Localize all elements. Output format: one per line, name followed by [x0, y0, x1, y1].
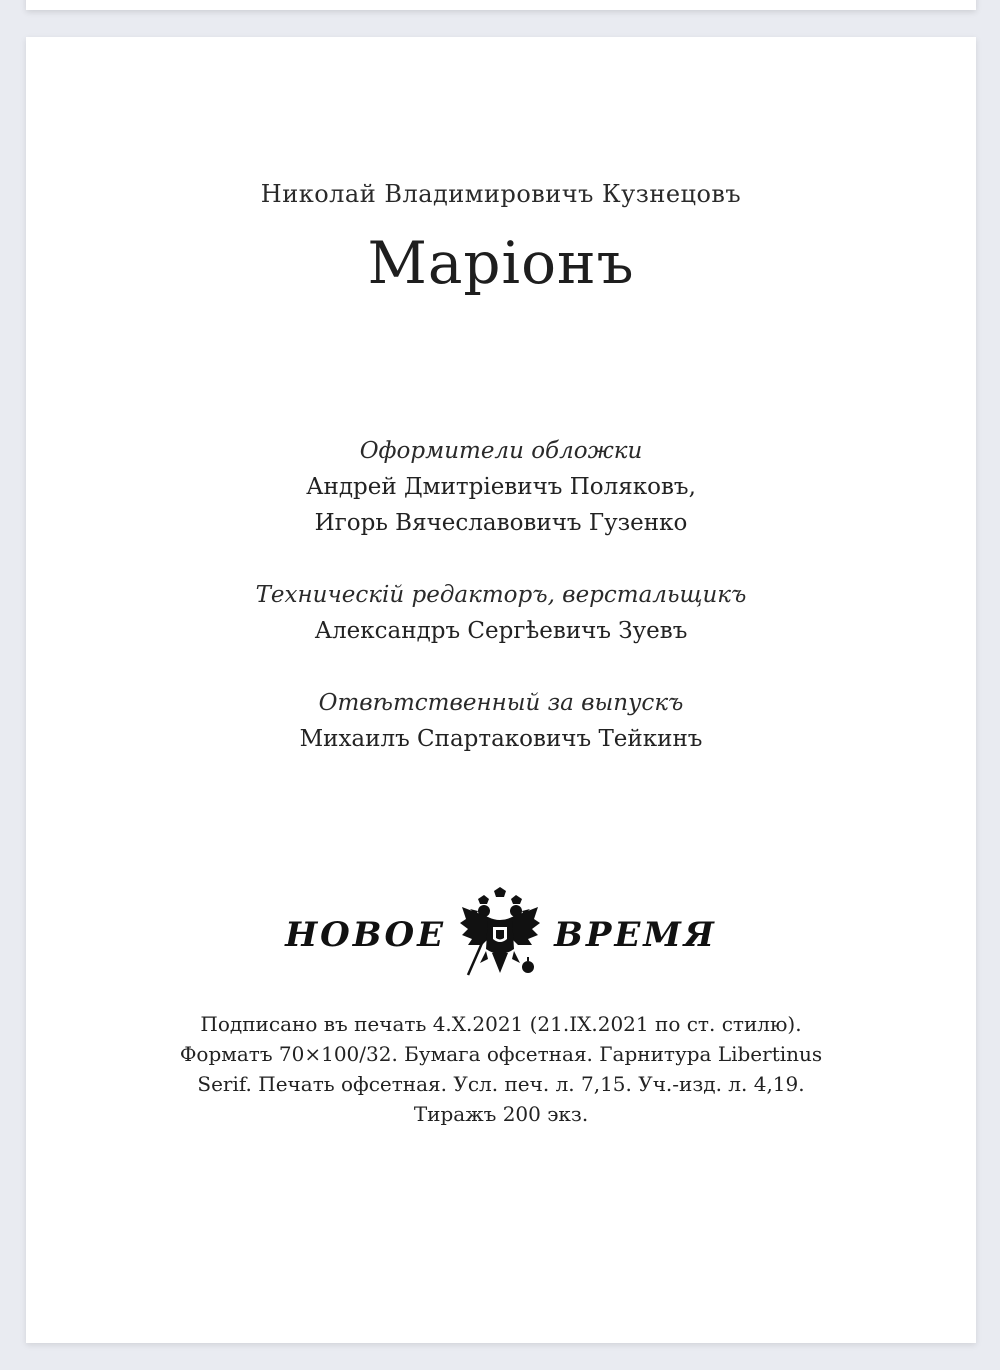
credit-group-cover [26, 433, 976, 541]
imprint-block [26, 1009, 976, 1129]
book-title: Маріонъ [367, 229, 635, 297]
publisher-word-left: НОВОЕ [285, 915, 447, 955]
credit-person: Михаилъ Спартаковичъ Тейкинъ [299, 726, 703, 752]
publisher-word-right: ВРЕМЯ [554, 915, 717, 955]
credit-role: Отвѣтственный за выпускъ [318, 690, 684, 716]
credit-person: Александръ Сергѣевичъ Зуевъ [314, 618, 688, 644]
double-headed-eagle-icon [458, 887, 542, 983]
imprint-line: Тиражъ 200 экз. [413, 1102, 589, 1126]
book-author: Николай Владимировичъ Кузнецовъ [260, 180, 742, 208]
credit-person: Игорь Вячеславовичъ Гузенко [314, 510, 688, 536]
previous-page-edge [26, 0, 976, 10]
book-page [26, 37, 976, 1343]
credit-role: Оформители обложки [359, 438, 643, 464]
credit-group-editor [26, 577, 976, 649]
imprint-line: Форматъ 70×100/32. Бумага офсетная. Гарнитура Libertinus [179, 1042, 823, 1066]
publisher-logo [26, 887, 976, 987]
credit-group-responsible [26, 685, 976, 757]
imprint-line: Подписано въ печать 4.X.2021 (21.IX.2021 по ст. стилю). [200, 1012, 802, 1036]
credits-section [26, 433, 976, 793]
credit-role: Техническій редакторъ, верстальщикъ [255, 582, 747, 608]
credit-person: Андрей Дмитріевичъ Поляковъ, [306, 474, 696, 500]
imprint-line: Serif. Печать офсетная. Усл. печ. л. 7,15. Уч.-изд. л. 4,19. [197, 1072, 805, 1096]
